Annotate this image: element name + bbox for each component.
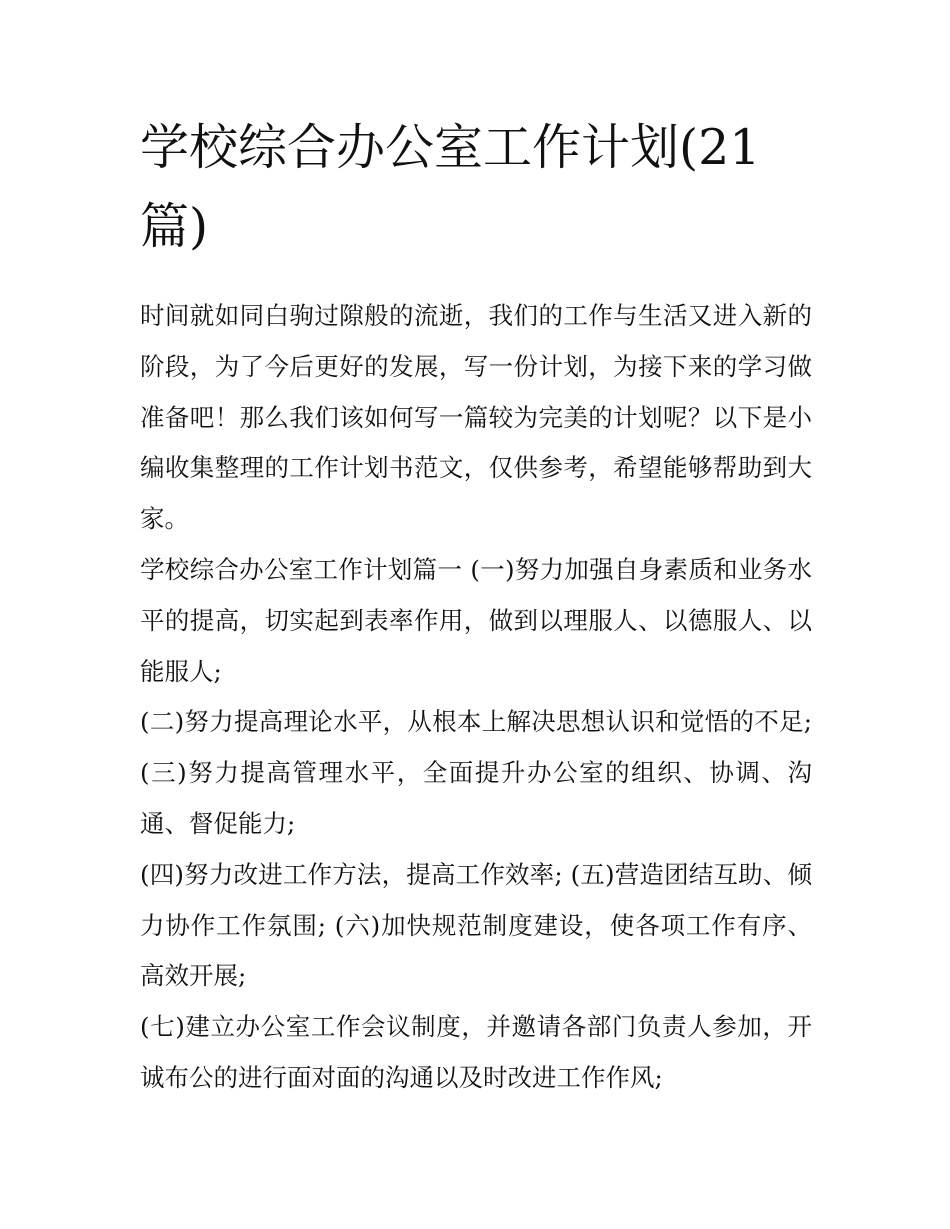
paragraph-intro: 时间就如同白驹过隙般的流逝，我们的工作与生活又进入新的阶段，为了今后更好的发展，写一份计划，为接下来的学习做准备吧！那么我们该如何写一篇较为完美的计划呢？以下是小编收集整理的工作计划书范文，仅供参考，希望能够帮助到大家。 — [140, 301, 812, 534]
document-body — [140, 291, 812, 1104]
paragraph-item-seven: (七)建立办公室工作会议制度，并邀请各部门负责人参加，开诚布公的进行面对面的沟通以及时改进工作作风; — [140, 1012, 812, 1092]
paragraph-plan-one: 学校综合办公室工作计划篇一 (一)努力加强自身素质和业务水平的提高，切实起到表率作用，做到以理服人、以德服人、以能服人; — [140, 554, 812, 686]
document-page — [140, 108, 812, 1104]
paragraph-item-two-three: (二)努力提高理论水平，从根本上解决思想认识和觉悟的不足; (三)努力提高管理水平，全面提升办公室的组织、协调、沟通、督促能力; — [140, 707, 812, 838]
document-title: 学校综合办公室工作计划(21篇) — [140, 119, 761, 255]
paragraph-item-four-six: (四)努力改进工作方法，提高工作效率; (五)营造团结互助、倾力协作工作氛围; (六)加快规范制度建设，使各项工作有序、高效开展; — [140, 859, 812, 991]
